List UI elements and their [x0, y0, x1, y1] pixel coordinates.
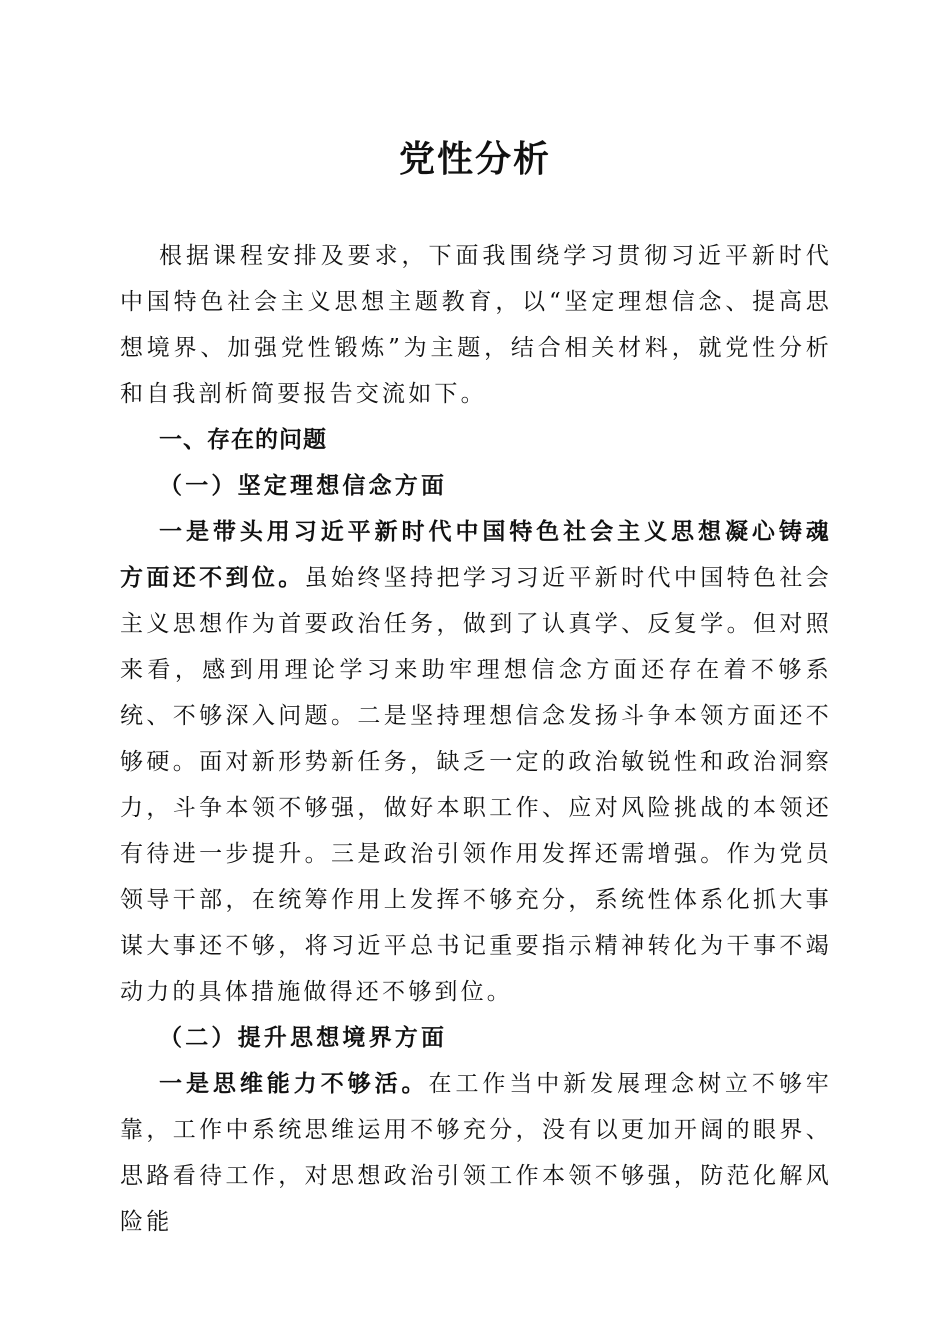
paragraph-ideals — [120, 509, 832, 1015]
paragraph-ideals-lead: 一是带头用习近平新时代中国特色社会主义思想凝心铸魂方面还不到位。 — [120, 518, 832, 591]
document-body — [120, 233, 832, 1245]
paragraph-thinking — [120, 1061, 832, 1245]
paragraph-thinking-text: 在工作当中新发展理念树立不够牢靠，工作中系统思维运用不够充分，没有以更加开阔的眼界、思路看待工作，对思想政治引领工作本领不够强，防范化解风险能 — [120, 1071, 832, 1235]
intro-paragraph: 根据课程安排及要求，下面我围绕学习贯彻习近平新时代中国特色社会主义思想主题教育，以“坚定理想信念、提高思想境界、加强党性锻炼”为主题，结合相关材料，就党性分析和自我剖析简要报告交流如下。 — [120, 243, 832, 407]
section-heading-problems: 一、存在的问题 — [159, 427, 327, 453]
document-title: 党性分析 — [398, 139, 551, 180]
paragraph-ideals-text: 虽始终坚持把学习习近平新时代中国特色社会主义思想作为首要政治任务，做到了认真学、反复学。但对照来看，感到用理论学习来助牢理想信念方面还存在着不够系统、不够深入问题。二是坚持理想信念发扬斗争本领方面还不够硬。面对新形势新任务，缺乏一定的政治敏锐性和政治洞察力，斗争本领不够强，做好本职工作、应对风险挑战的本领还有待进一步提升。三是政治引领作用发挥还需增强。作为党员领导干部，在统筹作用上发挥不够充分，系统性体系化抓大事谋大事还不够，将习近平总书记重要指示精神转化为干事不竭动力的具体措施做得还不够到位。 — [120, 565, 832, 1005]
subsection-heading-thinking: （二）提升思想境界方面 — [159, 1024, 448, 1051]
subsection-heading-ideals: （一）坚定理想信念方面 — [159, 472, 448, 499]
paragraph-thinking-lead: 一是思维能力不够活。 — [159, 1070, 429, 1097]
